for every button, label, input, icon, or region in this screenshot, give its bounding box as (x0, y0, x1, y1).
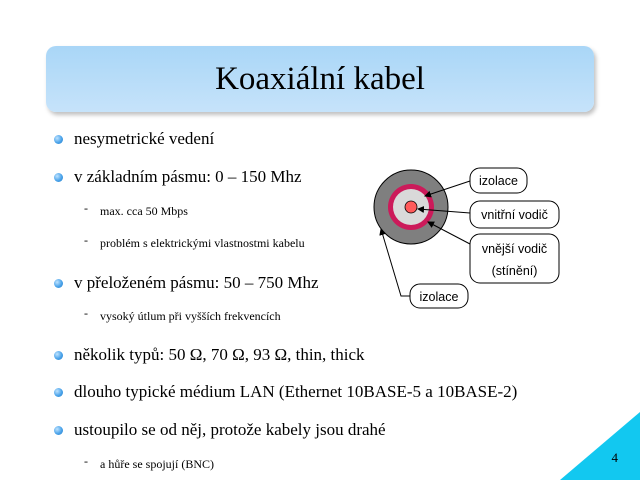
slide-title: Koaxiální kabel (215, 60, 425, 97)
inner-conductor-circle (405, 201, 417, 213)
label-stineni: (stínění) (491, 264, 538, 278)
dash-icon: - (84, 201, 88, 215)
dash-icon: - (84, 233, 88, 247)
corner-decoration (560, 412, 640, 480)
dash-icon: - (84, 306, 88, 320)
bullet-text: nesymetrické vedení (74, 129, 215, 148)
bullet-text: několik typů: 50 Ω, 70 Ω, 93 Ω, thin, thick (74, 345, 365, 364)
bullet-text: dlouho typické médium LAN (Ethernet 10BASE-5 a 10BASE-2) (74, 382, 518, 401)
bullet-text: ustoupilo se od něj, protože kabely jsou drahé (74, 420, 386, 439)
bullet-text: v základním pásmu: 0 – 150 Mhz (74, 167, 302, 186)
sub-bullet-text: problém s elektrickými vlastnostmi kabelu (100, 236, 305, 250)
bullet-text: v přeloženém pásmu: 50 – 750 Mhz (74, 273, 319, 292)
sub-bullet-text: max. cca 50 Mbps (100, 204, 188, 218)
coax-cross-section (374, 170, 448, 244)
page-number: 4 (611, 450, 618, 465)
sub-bullet-text: vysoký útlum při vyšších frekvencích (100, 309, 281, 323)
label-izolace-top: izolace (479, 174, 518, 188)
dash-icon: - (84, 454, 88, 468)
sub-bullet-text: a hůře se spojují (BNC) (100, 457, 214, 471)
label-vnejsi-vodic: vnější vodič (481, 242, 548, 256)
callout-vnejsi-vodic (428, 222, 559, 283)
label-izolace-bottom: izolace (419, 290, 459, 304)
label-vnitrni-vodic: vnitřní vodič (481, 208, 548, 222)
